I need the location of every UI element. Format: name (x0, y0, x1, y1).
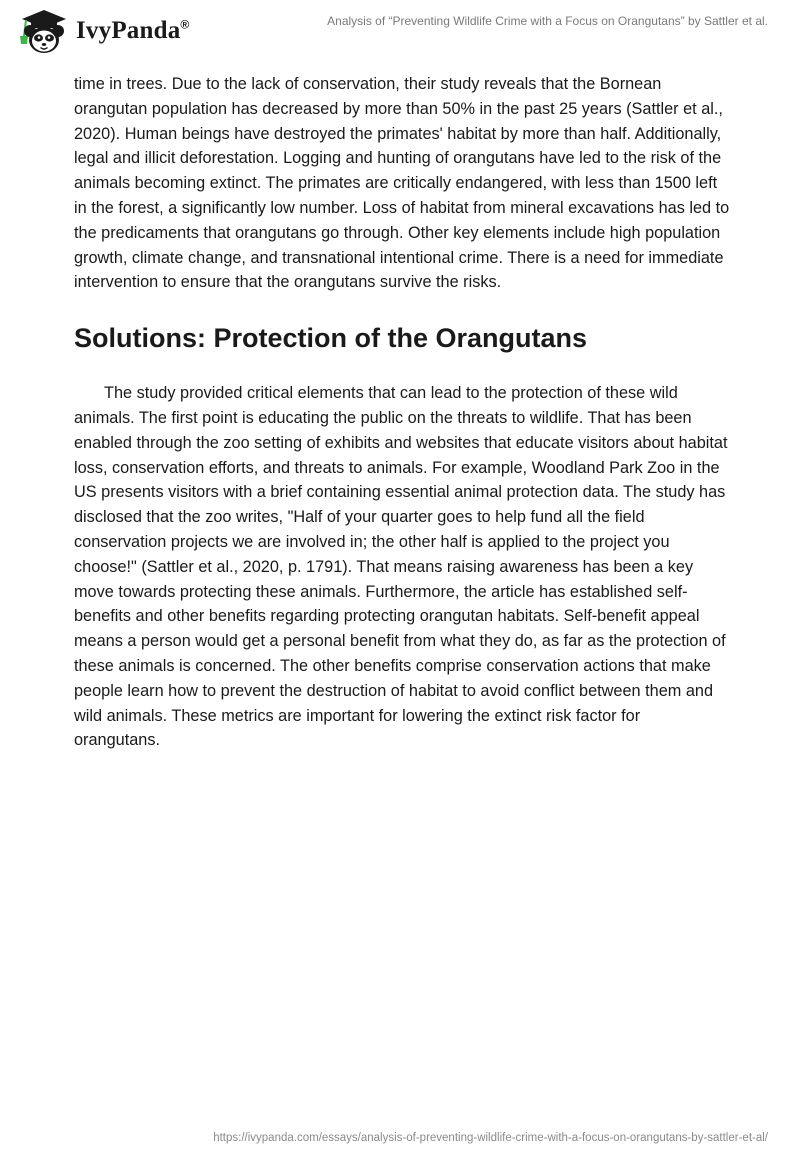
essay-body (74, 72, 730, 753)
registered-mark: ® (180, 17, 190, 32)
panda-graduate-icon (14, 6, 70, 56)
source-url[interactable]: https://ivypanda.com/essays/analysis-of-preventing-wildlife-crime-with-a-focus-on-orangutans-by-sattler-et-al/ (213, 1132, 768, 1144)
section-heading: Solutions: Protection of the Orangutans (74, 323, 587, 354)
document-running-title: Analysis of “Preventing Wildlife Crime with a Focus on Orangutans” by Sattler et al. (327, 14, 768, 28)
brand-wordmark: IvyPanda (76, 17, 181, 44)
brand-name (76, 17, 189, 45)
body-paragraph-2: The study provided critical elements that can lead to the protection of these wild animals. The first point is educating the public on the threats to wildlife. That has been enabled through the zoo setting of exhibits and websites that educate visitors about habitat loss, conservation efforts, and threats to animals. For example, Woodland Park Zoo in the US presents visitors with a brief containing essential animal protection data. The study has disclosed that the zoo writes, "Half of your quarter goes to help fund all the field conservation projects we are involved in; the other half is applied to the project you choose!" (Sattler et al., 2020, p. 1791). That means raising awareness has been a key move towards protecting these animals. Furthermore, the article has established self-benefits and other benefits regarding protecting orangutan habitats. Self-benefit appeal means a person would get a personal benefit from what they do, as far as the protection of these animals is concerned. The other benefits comprise conservation actions that make people learn how to prevent the destruction of habitat to avoid conflict between them and wild animals. These metrics are important for lowering the extinct risk factor for orangutans. (74, 384, 728, 750)
body-paragraph-1: time in trees. Due to the lack of conservation, their study reveals that the Bornean orangutan population has decreased by more than 50% in the past 25 years (Sattler et al., 2020). Human beings have destroyed the primates' habitat by more than half. Additionally, legal and illicit deforestation. Logging and hunting of orangutans have led to the risk of the animals becoming extinct. The primates are critically endangered, with less than 1500 left in the forest, a significantly low number. Loss of habitat from mineral excavations has led to the predicaments that orangutans go through. Other key elements include high population growth, climate change, and transnational intentional crime. There is a need for immediate intervention to ensure that the orangutans survive the risks. (74, 75, 730, 292)
page-header (0, 0, 800, 64)
ivypanda-logo[interactable] (14, 6, 189, 56)
